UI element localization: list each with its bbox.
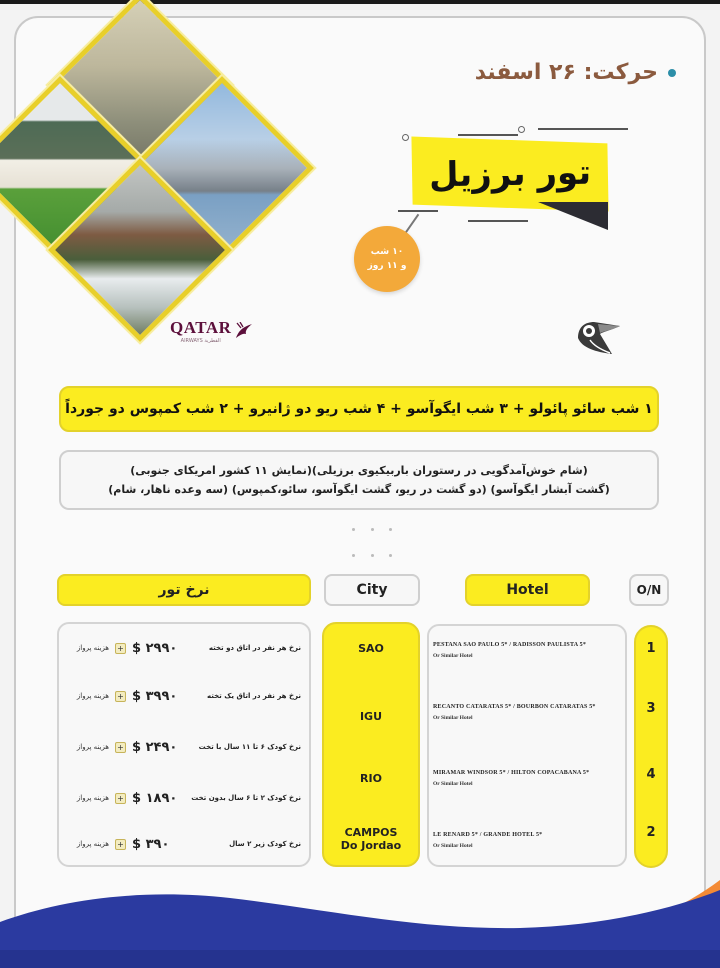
decor-line	[398, 210, 438, 212]
flight-cost-label: هزینه پرواز	[76, 840, 109, 848]
nights-value: 4	[646, 767, 656, 782]
footer-wave	[0, 880, 720, 968]
service-line: (شام خوش‌آمدگویی در رستوران باربیکیوی برزیلی)(نمایش ۱۱ کشور امریکای جنوبی)	[130, 464, 588, 477]
service-line: (گشت آبشار ایگوآسو) (دو گشت در ریو، گشت ایگوآسو، سائو،کمپوس) (سه وعده ناهار، شام)	[108, 483, 610, 496]
toucan-logo-icon	[572, 318, 626, 358]
hotel-name: LE RENARD 5* / GRANDE HOTEL 5*	[433, 832, 543, 838]
price-row	[65, 686, 301, 706]
hotel-alternative: Or Similar Hotel	[433, 653, 473, 659]
hotel-item	[433, 832, 621, 849]
hotel-column	[427, 624, 627, 867]
duration-badge	[354, 226, 420, 292]
price-value: ۲۴۹۰ $	[132, 739, 178, 755]
header-tour-price: نرخ تور	[57, 574, 311, 606]
services-box	[59, 450, 659, 510]
nights-value: 3	[646, 701, 656, 716]
price-value: ۳۹۰ $	[132, 836, 170, 852]
photo-collage	[0, 0, 340, 350]
price-row	[65, 834, 301, 854]
bullet-icon	[668, 69, 676, 77]
nights-value: 1	[646, 641, 656, 656]
hotel-name: RECANTO CATARATAS 5* / BOURBON CATARATAS 5*	[433, 704, 596, 710]
price-description: نرخ هر نفر در اتاق یک تخته	[207, 692, 301, 700]
hotel-item	[433, 642, 621, 659]
price-row	[65, 737, 301, 757]
banner-tail	[538, 202, 608, 230]
badge-nights: ۱۰ شب	[370, 247, 404, 257]
plus-icon: +	[115, 793, 126, 804]
hotel-alternative: Or Similar Hotel	[433, 781, 473, 787]
price-value: ۲۹۹۰ $	[132, 640, 178, 656]
price-row	[65, 788, 301, 808]
plus-icon: +	[115, 643, 126, 654]
separator-dots	[352, 528, 392, 531]
price-column	[57, 622, 311, 867]
decor-circle	[402, 134, 409, 141]
city-igu: IGU	[359, 710, 383, 723]
price-description: نرخ هر نفر در اتاق دو تخته	[208, 644, 301, 652]
city-sao: SAO	[358, 642, 384, 655]
hotel-name: MIRAMAR WINDSOR 5* / HILTON COPACABANA 5*	[433, 770, 590, 776]
city-do-jordao: Do Jordao	[340, 839, 402, 852]
title-banner	[398, 128, 638, 238]
price-row	[65, 638, 301, 658]
flight-cost-label: هزینه پرواز	[76, 692, 109, 700]
decor-line	[538, 128, 628, 130]
tour-title: تور برزیل	[428, 152, 592, 196]
price-description: نرخ کودک زیر ۲ سال	[229, 840, 301, 848]
header-city: City	[324, 574, 420, 606]
decor-line	[458, 134, 518, 136]
header-hotel: Hotel	[465, 574, 590, 606]
itinerary-text: ۱ شب سائو پائولو + ۳ شب ایگوآسو + ۴ شب ریو دو ژانیرو + ۲ شب کمپوس دو جورداً	[65, 401, 653, 417]
header-nights: O/N	[629, 574, 669, 606]
separator-dots	[352, 554, 392, 557]
itinerary-bar	[59, 386, 659, 432]
price-description: نرخ کودک ۲ تا ۶ سال بدون تخت	[191, 794, 301, 802]
city-column	[322, 622, 420, 867]
hotel-name: PESTANA SAO PAULO 5* / RADISSON PAULISTA 5*	[433, 642, 587, 648]
plus-icon: +	[115, 691, 126, 702]
airline-name: QATAR	[170, 318, 232, 337]
qatar-airways-logo	[170, 318, 255, 344]
hotel-alternative: Or Similar Hotel	[433, 843, 473, 849]
departure-text: حرکت: ۲۶ اسفند	[474, 60, 658, 85]
flight-cost-label: هزینه پرواز	[76, 743, 109, 751]
hotel-item	[433, 704, 621, 721]
title-banner-shape	[411, 137, 608, 212]
hotel-item	[433, 770, 621, 787]
hotel-alternative: Or Similar Hotel	[433, 715, 473, 721]
flight-cost-label: هزینه پرواز	[76, 644, 109, 652]
nights-column	[634, 625, 668, 868]
departure-date	[475, 60, 676, 85]
price-value: ۱۸۹۰ $	[132, 790, 178, 806]
airline-subtitle: AIRWAYS القطرية	[180, 338, 221, 344]
city-rio: RIO	[360, 772, 382, 785]
oryx-icon	[233, 322, 255, 340]
plus-icon: +	[115, 742, 126, 753]
badge-days: و ۱۱ روز	[367, 261, 407, 271]
price-value: ۳۹۹۰ $	[132, 688, 178, 704]
price-description: نرخ کودک ۶ تا ۱۱ سال با تخت	[198, 743, 301, 751]
decor-circle	[518, 126, 525, 133]
flight-cost-label: هزینه پرواز	[76, 794, 109, 802]
city-campos: CAMPOS	[344, 826, 398, 839]
decor-line	[468, 220, 528, 222]
plus-icon: +	[115, 839, 126, 850]
nights-value: 2	[646, 825, 656, 840]
